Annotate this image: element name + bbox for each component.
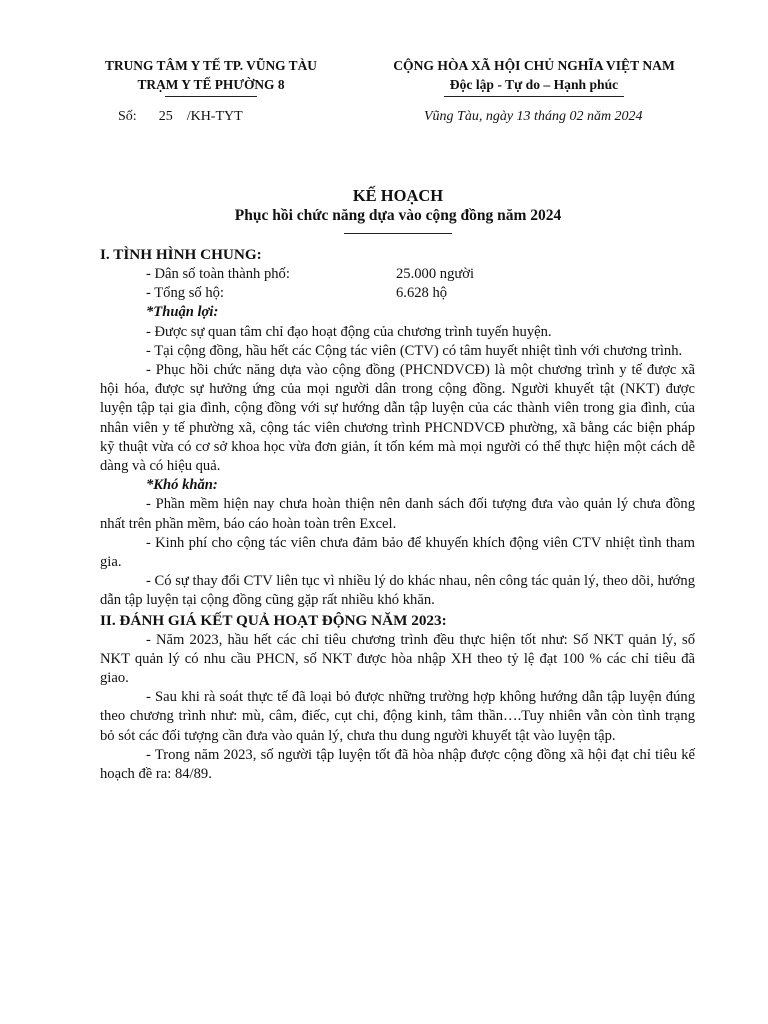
advantages-heading: *Thuận lợi: — [146, 304, 219, 321]
org-line-1: TRUNG TÂM Y TẾ TP. VŨNG TÀU — [105, 58, 317, 73]
org-divider — [165, 96, 257, 97]
advantage-paragraph: - Được sự quan tâm chỉ đạo hoạt động của chương trình tuyến huyện. — [146, 323, 552, 340]
doc-no-value: 25 — [158, 109, 173, 124]
doc-no-label: Số: — [118, 109, 137, 124]
title-divider — [344, 233, 452, 234]
section-1-heading: I. TÌNH HÌNH CHUNG: — [100, 246, 262, 263]
stat-value: 25.000 người — [396, 266, 475, 282]
motto-divider — [444, 96, 624, 97]
evaluation-paragraph: - Năm 2023, hầu hết các chỉ tiêu chương trình đều thực hiện tốt như: Số NKT quản lý, số NKT quản lý có nhu cầu PHCN, số NKT được hòa nhập XH theo tỷ lệ đạt 100 % các chỉ tiêu đã giao. — [100, 631, 695, 687]
section-2-heading: II. ĐÁNH GIÁ KẾT QUẢ HOẠT ĐỘNG NĂM 2023: — [100, 611, 447, 629]
issuing-organization — [86, 56, 336, 97]
difficulty-paragraph: - Kinh phí cho cộng tác viên chưa đảm bảo để khuyến khích động viên CTV nhiệt tình tham gia. — [100, 534, 695, 571]
difficulties-heading: *Khó khăn: — [146, 477, 218, 494]
document-date: Vũng Tàu, ngày 13 tháng 02 năm 2024 — [424, 109, 643, 124]
evaluation-paragraph: - Sau khi rà soát thực tế đã loại bỏ được những trường hợp không hướng dẫn tập luyện đúng theo chương trình như: mù, câm, điếc, cụt chi, động kinh, tâm thần….Tuy nhiên vẫn còn tình trạng bỏ sót các đối tượng cần đưa vào quản lý, chưa thu dung người khuyết tật vào luyện tập. — [100, 689, 695, 744]
difficulty-paragraph: - Có sự thay đổi CTV liên tục vì nhiều lý do khác nhau, nên công tác quản lý, theo dõi, hướng dẫn tập luyện tại cộng đồng cũng gặp rất nhiều khó khăn. — [100, 573, 695, 609]
evaluation-paragraph: - Trong năm 2023, số người tập luyện tốt đã hòa nhập được cộng đồng xã hội đạt chỉ tiêu kế hoạch đề ra: 84/89. — [100, 746, 695, 783]
document-number — [118, 109, 243, 125]
national-motto — [358, 56, 710, 97]
nation-line-2: Độc lập - Tự do – Hạnh phúc — [449, 77, 619, 92]
difficulty-paragraph: - Phần mềm hiện nay chưa hoàn thiện nên danh sách đối tượng đưa vào quản lý chưa đồng nhất trên phần mềm, báo cáo hoàn toàn trên Excel. — [100, 496, 695, 532]
nation-line-1: CỘNG HÒA XÃ HỘI CHỦ NGHĨA VIỆT NAM — [393, 58, 675, 73]
document-title: KẾ HOẠCH — [352, 186, 444, 205]
advantage-paragraph: - Tại cộng đồng, hầu hết các Cộng tác viên (CTV) có tâm huyết nhiệt tình với chương trình. — [146, 342, 683, 359]
stat-label: - Dân số toàn thành phố: — [146, 266, 290, 282]
stat-row — [100, 284, 695, 303]
stat-row — [100, 265, 695, 284]
stat-label: - Tổng số hộ: — [146, 285, 224, 302]
org-line-2: TRẠM Y TẾ PHƯỜNG 8 — [137, 77, 285, 92]
document-body — [100, 245, 695, 784]
stat-value: 6.628 hộ — [396, 285, 448, 302]
document-subtitle: Phục hồi chức năng dựa vào cộng đồng năm 2024 — [234, 207, 562, 224]
doc-no-code: /KH-TYT — [186, 109, 243, 124]
advantage-paragraph: - Phục hồi chức năng dựa vào cộng đồng (PHCNDVCĐ) là một chương trình y tế được xã hội hóa, được sự hưởng ứng của mọi người dân trong cộng đồng. Người khuyết tật (NKT) được luyện tập tại gia đình, cộng đồng với sự hướng dẫn tập luyện của các thành viên trong gia đình, của nhân viên y tế phường xã, cộng tác viên chương trình PHCNDVCĐ phường, xã bằng các biện pháp kỹ thuật vừa có cơ sở khoa học vừa đơn giản, ít tốn kém mà mọi người có thể thực hiện một cách dễ dàng và có hiệu quả. — [100, 362, 695, 475]
